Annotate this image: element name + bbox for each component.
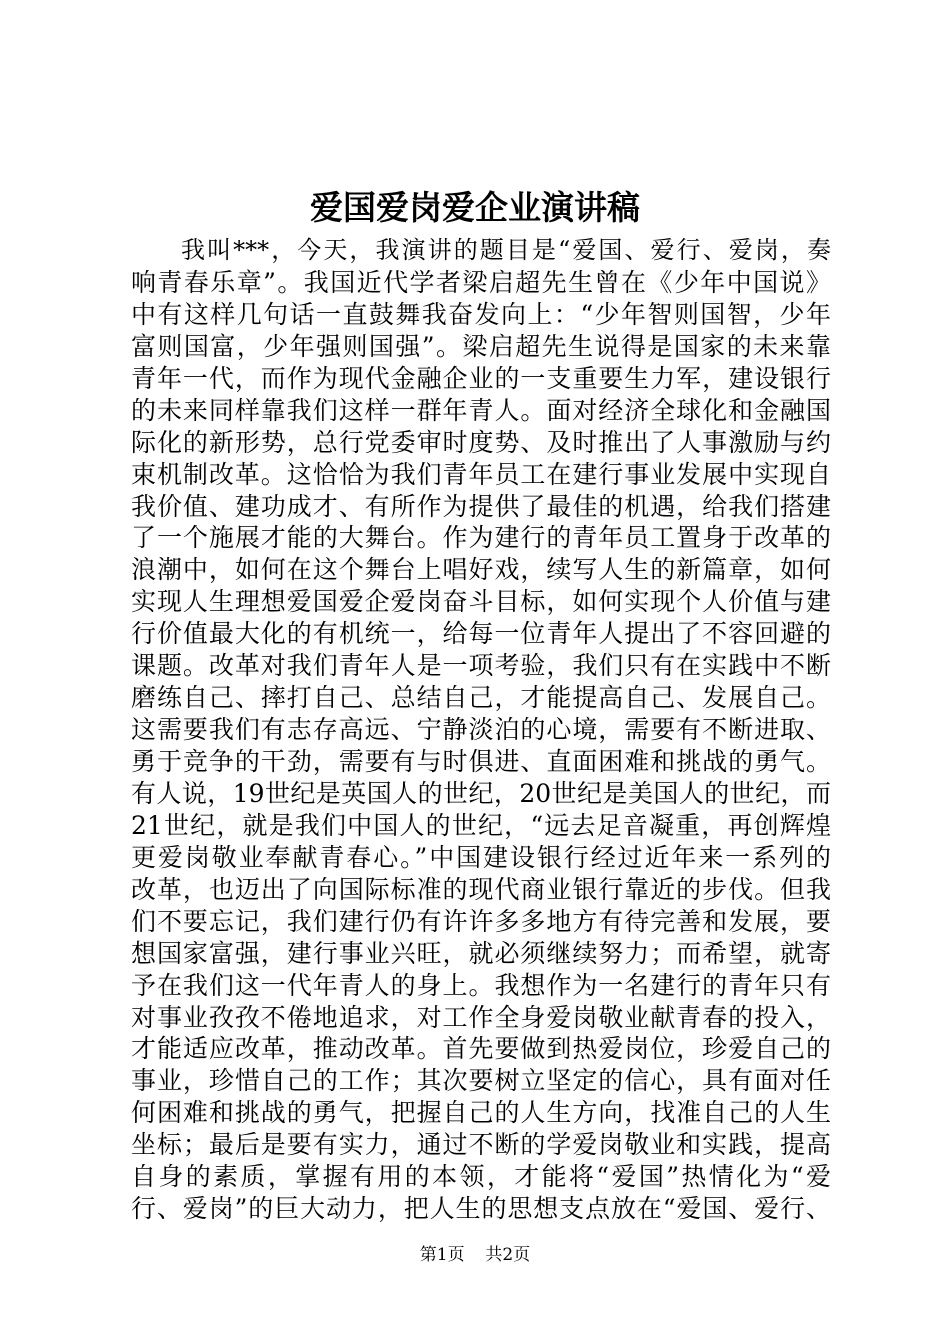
text-line: 改革，也迈出了向国际标准的现代商业银行靠近的步伐。但我 (131, 874, 831, 904)
text-line: 实现人生理想爱国爱企爱岗奋斗目标，如何实现个人价值与建 (131, 587, 831, 617)
text-line: 这需要我们有志存高远、宁静淡泊的心境，需要有不断进取、 (131, 715, 831, 745)
text-line: 坐标；最后是要有实力，通过不断的学爱岗敬业和实践，提高 (131, 1130, 831, 1160)
text-line: 想国家富强，建行事业兴旺，就必须继续努力；而希望，就寄 (131, 938, 831, 968)
text-line: 行价值最大化的有机统一，给每一位青年人提出了不容回避的 (131, 619, 831, 649)
text-line: 中有这样几句话一直鼓舞我奋发向上：“少年智则国智，少年 (131, 299, 831, 329)
page-number-current: 第1页 (419, 1245, 465, 1265)
text-line: 的未来同样靠我们这样一群年青人。面对经济全球化和金融国 (131, 395, 831, 425)
text-line: 有人说，19世纪是英国人的世纪，20世纪是美国人的世纪，而 (131, 778, 831, 808)
text-line: 我价值、建功成才、有所作为提供了最佳的机遇，给我们搭建 (131, 491, 831, 521)
page-number-total: 共2页 (485, 1245, 531, 1265)
text-line: 才能适应改革，推动改革。首先要做到热爱岗位，珍爱自己的 (131, 1034, 831, 1064)
text-line: 束机制改革。这恰恰为我们青年员工在建行事业发展中实现自 (131, 459, 831, 489)
text-line: 对事业孜孜不倦地追求，对工作全身爱岗敬业献青春的投入， (131, 1002, 831, 1032)
text-line: 自身的素质，掌握有用的本领，才能将“爱国”热情化为“爱 (131, 1162, 831, 1192)
document-title: 爱国爱岗爱企业演讲稿 (310, 188, 640, 227)
text-line: 磨练自己、摔打自己、总结自己，才能提高自己、发展自己。 (131, 683, 831, 713)
text-line: 浪潮中，如何在这个舞台上唱好戏，续写人生的新篇章，如何 (131, 555, 831, 585)
document-body (131, 235, 831, 1225)
text-line: 青年一代，而作为现代金融企业的一支重要生力军，建设银行 (131, 363, 831, 393)
text-line: 响青春乐章”。我国近代学者梁启超先生曾在《少年中国说》 (131, 267, 831, 297)
text-line: 事业，珍惜自己的工作；其次要树立坚定的信心，具有面对任 (131, 1066, 831, 1096)
text-line: 予在我们这一代年青人的身上。我想作为一名建行的青年只有 (131, 970, 831, 1000)
text-line: 我叫***，今天，我演讲的题目是“爱国、爱行、爱岗，奏 (181, 236, 831, 264)
text-line: 们不要忘记，我们建行仍有许许多多地方有待完善和发展，要 (131, 906, 831, 936)
text-line: 勇于竞争的干劲，需要有与时俱进、直面困难和挑战的勇气。 (131, 747, 831, 776)
text-line: 更爱岗敬业奉献青春心。”中国建设银行经过近年来一系列的 (131, 842, 831, 872)
text-line: 富则国富，少年强则国强”。梁启超先生说得是国家的未来靠 (131, 331, 831, 361)
page-footer (0, 1243, 950, 1267)
text-line: 何困难和挑战的勇气，把握自己的人生方向，找准自己的人生 (131, 1098, 831, 1128)
text-line: 际化的新形势，总行党委审时度势、及时推出了人事激励与约 (131, 427, 831, 457)
text-line: 21世纪，就是我们中国人的世纪，“远去足音凝重，再创辉煌 (131, 810, 831, 840)
text-line: 行、爱岗”的巨大动力，把人生的思想支点放在“爱国、爱行、 (131, 1194, 831, 1224)
text-line: 课题。改革对我们青年人是一项考验，我们只有在实践中不断 (131, 651, 831, 681)
text-line: 了一个施展才能的大舞台。作为建行的青年员工置身于改革的 (131, 523, 831, 553)
